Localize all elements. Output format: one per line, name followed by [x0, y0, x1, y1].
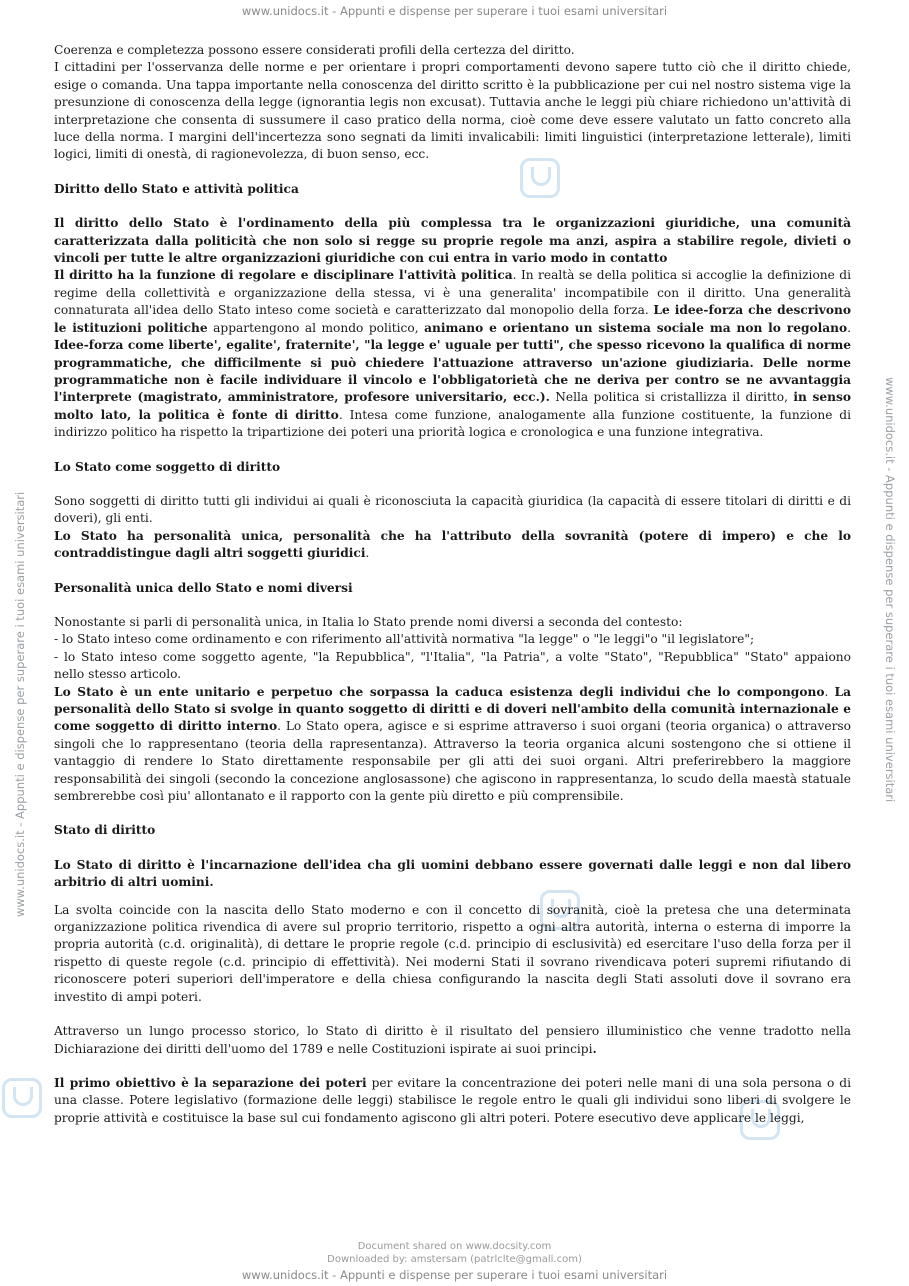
document-body [54, 42, 851, 1127]
paragraph: Sono soggetti di diritto tutti gli individui ai quali è riconosciuta la capacità giuridica (la capacità di essere titolari di diritti e di doveri), gli enti. [54, 493, 851, 526]
paragraph: Lo Stato ha personalità unica, personalità che ha l'attributo della sovranità (potere di impero) e che lo contraddistingue dagli altri soggetti giuridici. [54, 528, 851, 561]
watermark-right: www.unidocs.it - Appunti e dispense per superare i tuoi esami universitari [883, 377, 897, 803]
paragraph: I cittadini per l'osservanza delle norme e per orientare i propri comportamenti devono sapere tutto ciò che il diritto chiede, esige o comanda. Una tappa importante nella conoscenza del diritto scritto è la pubblicazione per cui nel nostro sistema vige la presunzione di conoscenza della legge (ignorantia legis non excusat). Tuttavia anche le leggi più chiare richiedono un'attività di interpretazione che consenta di sussumere il caso pratico della norma, cioè come deve essere valutato un fatto concreto alla luce della norma. I margini dell'incertezza sono segnati da limiti invalicabili: limiti linguistici (interpretazione letterale), limiti logici, limiti di onestà, di ragionevolezza, di buon senso, ecc. [54, 60, 851, 162]
footer-shared: Document shared on www.docsity.com [357, 1241, 552, 1252]
section-heading: Personalità unica dello Stato e nomi diversi [54, 580, 353, 595]
paragraph-bold: Il diritto dello Stato è l'ordinamento della più complessa tra le organizzazioni giuridiche, una comunità caratterizzata dalla politicità che non solo si regge su proprie regole ma anzi, aspira a stabilire regole, divieti o vincoli per tutte le altre organizzazioni giuridiche con cui entra in vario modo in contatto [54, 216, 851, 266]
paragraph-bold: Lo Stato di diritto è l'incarnazione dell'idea cha gli uomini debbano essere governati dalle leggi e non dal libero arbitrio di altri uomini. [54, 857, 851, 890]
section-heading: Diritto dello Stato e attività politica [54, 181, 299, 196]
paragraph: Attraverso un lungo processo storico, lo Stato di diritto è il risultato del pensiero illuministico che venne tradotto nella Dichiarazione dei diritti dell'uomo del 1789 e nelle Costituzioni ispirate ai suoi principi. [54, 1024, 851, 1056]
paragraph: Lo Stato è un ente unitario e perpetuo che sorpassa la caduca esistenza degli individui che lo compongono. La personalità dello Stato si svolge in quanto soggetto di diritti e di doveri nell'ambito della comunità internazionale e come soggetto di diritto interno. Lo Stato opera, agisce e si esprime attraverso i suoi organi (teoria organica) o attraverso singoli che lo rappresentano (teoria della rapresentanza). Attraverso la teoria organica alcuni sostengono che si ottiene il vantaggio di rendere lo Stato direttamente responsabile per gli atti dei suoi organi. Altri preferirebbero la maggiore responsabilità dei singoli (secondo la concezione anglosassone) che agiscono in rappresentanza, lo scudo della maestà statuale sembrerebbe così piu' allontanato e il rapporto con la gente più diretto e più comprensibile. [54, 684, 852, 804]
watermark-logo-icon [2, 1078, 42, 1118]
paragraph: La svolta coincide con la nascita dello Stato moderno e con il concetto di sovranità, cioè la pretesa che una determinata organizzazione politica rivendica di avere sul proprio territorio, rispetto a ogni altra autorità, interna o esterna di imporre la propria autorità (c.d. originalità), di dettare le proprie regole (c.d. principio di esclusività) ed esercitare l'uso della forza per il rispetto di queste regole (c.d. principio di effettività). Nei moderni Stati il sovrano rivendicava poteri supremi rifiutando di riconoscere poteri superiori dell'imperatore e della chiesa configurando la nascita degli Stati assoluti dove il sovrano era investito di ampi poteri. [54, 902, 851, 1004]
footer-downloaded: Downloaded by: amstersam (patrlclte@gmall.com) [327, 1254, 582, 1265]
footer-info [0, 1240, 909, 1266]
paragraph: Il diritto ha la funzione di regolare e disciplinare l'attività politica. In realtà se della politica si accoglie la definizione di regime della collettività e organizzazione della stessa, vi è una generalita' incompatibile con il diritto. Una generalità connaturata all'idea dello Stato inteso come società e caratterizzato dal monopolio della forza. Le idee-forza che descrivono le istituzioni politiche appartengono al mondo politico, animano e orientano un sistema sociale ma non lo regolano. Idee-forza come liberte', egalite', fraternite', "la legge e' uguale per tutti", che spesso ricevono la qualifica di norme programmatiche, che difficilmente si può chiedere l'attuazione attraverso un'azione giudiziaria. Delle norme programmatiche non è facile individuare il vincolo e l'obbligatorietà che ne deriva per contro se ne avvantaggia l'interprete (magistrato, amministratore, profesore universitario, ecc.). Nella politica si cristallizza il diritto, in senso molto lato, la politica è fonte di diritto. Intesa come funzione, analogamente alla funzione costituente, la funzione di indirizzo politico ha rispetto la tripartizione dei poteri una priorità logica e cronologica e una funzione integrativa. [54, 268, 852, 440]
list-item: - lo Stato inteso come soggetto agente, "la Repubblica", "l'Italia", "la Patria", a volte "Stato", "Repubblica" "Stato" appaiono nello stesso articolo. [54, 649, 851, 682]
list-item: - lo Stato inteso come ordinamento e con riferimento all'attività normativa "la legge" o "le leggi"o "il legislatore"; [54, 632, 755, 647]
paragraph: Coerenza e completezza possono essere considerati profili della certezza del diritto. [54, 43, 575, 57]
watermark-top: www.unidocs.it - Appunti e dispense per superare i tuoi esami universitari [241, 4, 668, 18]
section-heading: Lo Stato come soggetto di diritto [54, 459, 281, 474]
paragraph: Il primo obiettivo è la separazione dei poteri per evitare la concentrazione dei poteri nelle mani di una sola persona o di una classe. Potere legislativo (formazione delle leggi) stabilisce le regole entro le quali gli individui sono liberi di svolgere le proprie attività e costituisce la base sul cui fondamento agiscono gli altri poteri. Potere esecutivo deve applicare le leggi, [54, 1075, 851, 1125]
watermark-bottom: www.unidocs.it - Appunti e dispense per superare i tuoi esami universitari [241, 1268, 668, 1282]
paragraph: Nonostante si parli di personalità unica, in Italia lo Stato prende nomi diversi a seconda del contesto: [54, 614, 683, 629]
section-heading: Stato di diritto [54, 823, 156, 838]
watermark-left: www.unidocs.it - Appunti e dispense per superare i tuoi esami universitari [13, 491, 27, 917]
